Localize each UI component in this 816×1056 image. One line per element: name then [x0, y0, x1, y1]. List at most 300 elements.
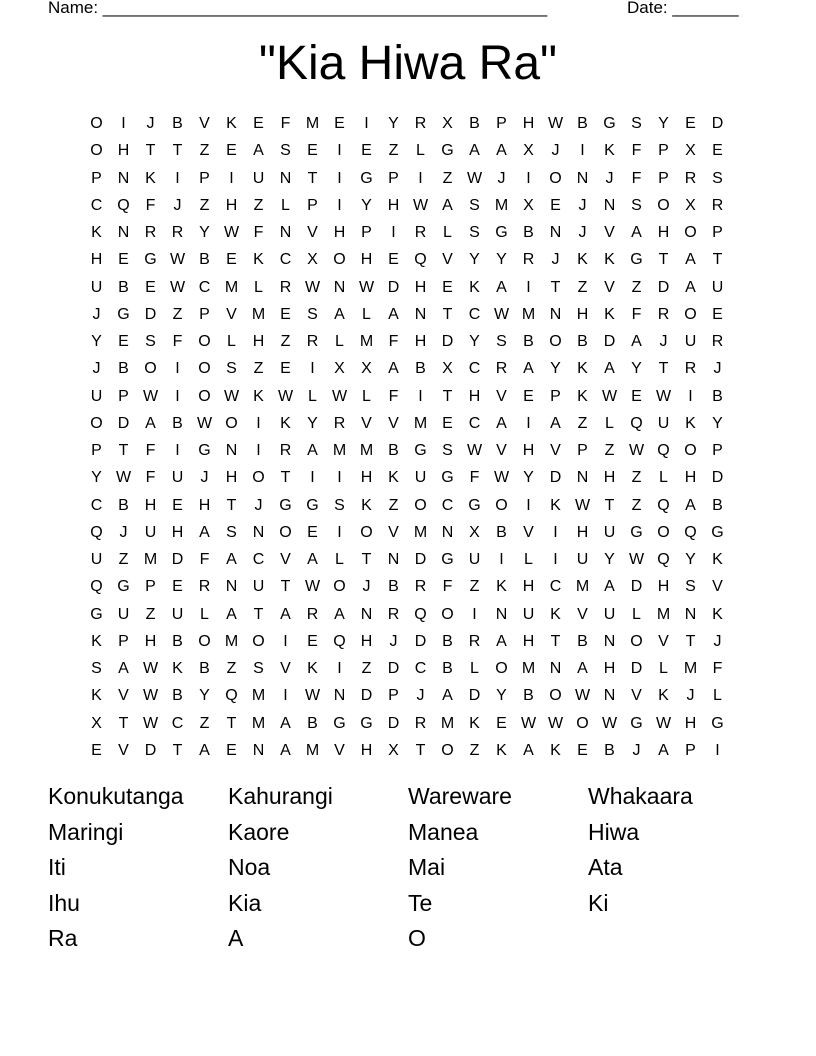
grid-letter: B: [118, 496, 129, 514]
grid-letter: H: [360, 251, 373, 269]
word-list-item: Wareware: [408, 783, 512, 809]
grid-letter: I: [553, 523, 558, 541]
grid-letter: D: [657, 278, 670, 296]
grid-letter: Y: [550, 360, 561, 378]
grid-letter: W: [520, 714, 537, 732]
grid-letter: X: [91, 714, 102, 732]
grid-letter: W: [547, 115, 564, 132]
grid-letter: T: [442, 305, 453, 323]
grid-letter: E: [172, 496, 183, 514]
grid-letter: O: [414, 496, 427, 514]
grid-letter: A: [226, 551, 237, 568]
grid-letter: Z: [631, 278, 642, 296]
grid-letter: H: [360, 469, 373, 487]
grid-row: [83, 468, 743, 495]
grid-letter: A: [658, 741, 669, 759]
grid-letter: M: [413, 414, 428, 432]
grid-letter: A: [631, 333, 642, 350]
grid-letter: R: [657, 305, 670, 323]
grid-letter: O: [684, 442, 697, 459]
grid-letter: A: [253, 142, 264, 160]
grid-letter: Y: [631, 360, 642, 378]
grid-letter: Z: [577, 414, 588, 432]
grid-letter: X: [442, 115, 453, 132]
grid-letter: F: [388, 333, 399, 350]
grid-letter: T: [712, 251, 723, 269]
grid-letter: I: [337, 142, 342, 160]
grid-letter: Z: [469, 741, 480, 759]
grid-letter: U: [657, 414, 670, 432]
grid-letter: E: [523, 387, 534, 405]
grid-letter: W: [142, 387, 159, 405]
grid-letter: I: [715, 741, 720, 759]
grid-letter: V: [631, 687, 642, 705]
grid-letter: J: [416, 687, 425, 705]
grid-letter: L: [632, 605, 641, 623]
grid-letter: V: [334, 741, 345, 759]
grid-letter: G: [630, 714, 643, 732]
grid-letter: A: [496, 278, 507, 296]
grid-letter: E: [145, 278, 156, 296]
grid-letter: Z: [145, 605, 156, 623]
grid-letter: U: [90, 387, 103, 405]
grid-letter: F: [388, 387, 399, 405]
grid-letter: Y: [307, 414, 318, 432]
grid-letter: U: [576, 551, 589, 568]
grid-letter: H: [414, 333, 427, 350]
grid-letter: Q: [414, 605, 427, 623]
grid-letter: S: [469, 224, 480, 241]
grid-letter: V: [496, 387, 507, 405]
grid-letter: D: [549, 469, 562, 487]
grid-letter: C: [468, 360, 481, 378]
grid-letter: O: [576, 714, 589, 732]
grid-row: [83, 359, 743, 386]
grid-letter: B: [307, 714, 318, 732]
grid-letter: D: [171, 551, 184, 568]
grid-letter: O: [198, 632, 211, 650]
grid-letter: J: [578, 196, 587, 214]
grid-letter: W: [277, 387, 294, 405]
grid-letter: H: [360, 741, 373, 759]
grid-letter: I: [526, 414, 531, 432]
grid-letter: A: [496, 632, 507, 650]
grid-letter: W: [196, 414, 213, 432]
grid-letter: K: [91, 632, 102, 650]
grid-letter: I: [229, 169, 234, 187]
grid-letter: N: [117, 224, 130, 241]
word-list-item: Noa: [228, 854, 271, 880]
grid-letter: C: [279, 251, 292, 269]
grid-letter: H: [171, 523, 184, 541]
grid-letter: A: [388, 305, 399, 323]
grid-letter: B: [442, 632, 453, 650]
grid-letter: D: [603, 333, 616, 350]
grid-letter: O: [549, 169, 562, 187]
grid-letter: L: [227, 333, 236, 350]
grid-letter: E: [442, 414, 453, 432]
grid-letter: V: [280, 660, 291, 677]
grid-letter: I: [283, 687, 288, 705]
grid-letter: W: [115, 469, 132, 487]
grid-letter: O: [279, 523, 292, 541]
grid-letter: C: [549, 578, 562, 596]
word-list-item: Mai: [408, 854, 446, 880]
grid-letter: P: [658, 169, 669, 187]
grid-letter: O: [495, 660, 508, 677]
grid-letter: J: [659, 333, 668, 350]
grid-letter: R: [279, 278, 292, 296]
grid-letter: F: [253, 224, 264, 241]
grid-letter: R: [306, 605, 319, 623]
grid-letter: A: [388, 360, 399, 378]
header: [48, 0, 768, 19]
grid-letter: N: [549, 305, 562, 323]
grid-letter: G: [360, 714, 373, 732]
grid-row: [83, 714, 743, 741]
grid-letter: K: [91, 224, 102, 241]
grid-letter: V: [118, 741, 129, 759]
grid-letter: E: [307, 142, 318, 160]
grid-letter: H: [414, 278, 427, 296]
grid-letter: A: [334, 305, 345, 323]
grid-letter: J: [605, 169, 614, 187]
grid-letter: K: [172, 660, 183, 677]
grid-row: [83, 414, 743, 441]
grid-letter: V: [496, 442, 507, 459]
grid-letter: M: [359, 333, 374, 350]
grid-letter: D: [630, 660, 643, 677]
grid-letter: S: [307, 305, 318, 323]
grid-letter: U: [468, 551, 481, 568]
grid-letter: A: [280, 741, 291, 759]
grid-letter: W: [304, 278, 321, 296]
grid-letter: Y: [91, 469, 102, 487]
grid-letter: T: [145, 142, 156, 160]
grid-letter: V: [550, 442, 561, 459]
grid-letter: F: [469, 469, 480, 487]
grid-letter: H: [387, 196, 400, 214]
grid-letter: Y: [523, 469, 534, 487]
grid-letter: K: [226, 115, 237, 132]
grid-letter: Z: [388, 496, 399, 514]
grid-letter: X: [388, 741, 399, 759]
grid-letter: T: [226, 714, 237, 732]
grid-letter: K: [496, 578, 507, 596]
grid-letter: I: [526, 496, 531, 514]
grid-letter: T: [415, 741, 426, 759]
grid-letter: E: [280, 360, 291, 378]
grid-letter: O: [549, 687, 562, 705]
grid-letter: H: [603, 660, 616, 677]
grid-letter: A: [442, 196, 453, 214]
word-list-item: O: [408, 925, 426, 951]
grid-letter: H: [657, 224, 670, 241]
grid-letter: B: [523, 224, 534, 241]
grid-letter: A: [226, 605, 237, 623]
grid-letter: B: [415, 360, 426, 378]
grid-letter: M: [251, 687, 266, 705]
grid-letter: D: [414, 632, 427, 650]
grid-letter: Y: [685, 551, 696, 568]
grid-letter: X: [685, 142, 696, 160]
grid-letter: P: [388, 687, 399, 705]
grid-letter: L: [200, 605, 209, 623]
grid-letter: L: [713, 687, 722, 705]
grid-letter: N: [684, 605, 697, 623]
grid-letter: J: [92, 305, 101, 323]
grid-letter: E: [442, 278, 453, 296]
word-list-item: Ra: [48, 925, 78, 951]
grid-letter: L: [362, 305, 371, 323]
grid-letter: V: [577, 605, 588, 623]
grid-letter: S: [253, 660, 264, 677]
grid-letter: Y: [604, 551, 615, 568]
grid-letter: G: [441, 142, 454, 160]
grid-letter: K: [361, 496, 372, 514]
grid-letter: F: [172, 333, 183, 350]
grid-letter: T: [280, 578, 291, 596]
grid-letter: S: [334, 496, 345, 514]
grid-letter: M: [251, 714, 266, 732]
grid-letter: E: [712, 142, 723, 160]
grid-letter: F: [199, 551, 210, 568]
grid-letter: Z: [631, 469, 642, 487]
grid-letter: B: [577, 632, 588, 650]
grid-letter: T: [361, 551, 372, 568]
grid-letter: T: [658, 251, 669, 269]
grid-letter: F: [145, 196, 156, 214]
grid-letter: I: [175, 360, 180, 378]
grid-letter: Z: [361, 660, 372, 677]
grid-letter: J: [254, 496, 263, 514]
grid-letter: C: [441, 496, 454, 514]
grid-row: [83, 169, 743, 196]
grid-letter: C: [90, 496, 103, 514]
grid-letter: D: [711, 469, 724, 487]
grid-letter: Z: [604, 442, 615, 459]
grid-letter: W: [655, 714, 672, 732]
grid-letter: G: [441, 551, 454, 568]
grid-letter: W: [628, 551, 645, 568]
grid-letter: O: [90, 142, 103, 160]
grid-letter: H: [576, 305, 589, 323]
grid-letter: Y: [496, 687, 507, 705]
grid-row: [83, 659, 743, 686]
grid-letter: K: [685, 414, 696, 432]
grid-letter: R: [711, 196, 724, 214]
grid-letter: L: [659, 660, 668, 677]
grid-letter: K: [388, 469, 399, 487]
grid-letter: U: [144, 523, 157, 541]
grid-letter: V: [604, 224, 615, 241]
grid-letter: L: [524, 551, 533, 568]
grid-letter: D: [387, 714, 400, 732]
grid-letter: P: [199, 305, 210, 323]
word-list-item: A: [228, 925, 244, 951]
grid-letter: S: [712, 169, 723, 187]
grid-letter: A: [604, 360, 615, 378]
grid-letter: W: [601, 714, 618, 732]
grid-letter: Q: [225, 687, 238, 705]
grid-letter: Q: [657, 496, 670, 514]
grid-row: [83, 250, 743, 277]
grid-letter: Z: [469, 578, 480, 596]
grid-letter: G: [711, 714, 724, 732]
grid-letter: N: [549, 660, 562, 677]
word-list-item: Konukutanga: [48, 783, 184, 809]
grid-letter: D: [360, 687, 373, 705]
grid-letter: H: [198, 496, 211, 514]
grid-letter: G: [414, 442, 427, 459]
grid-letter: N: [414, 305, 427, 323]
grid-letter: K: [469, 278, 480, 296]
grid-letter: D: [468, 687, 481, 705]
grid-letter: S: [442, 442, 453, 459]
grid-letter: U: [522, 605, 535, 623]
grid-letter: F: [631, 169, 642, 187]
grid-letter: E: [388, 251, 399, 269]
grid-letter: Z: [199, 714, 210, 732]
grid-row: [83, 332, 743, 359]
grid-letter: R: [414, 224, 427, 241]
grid-letter: T: [658, 360, 669, 378]
grid-letter: T: [550, 278, 561, 296]
grid-letter: E: [172, 578, 183, 596]
grid-letter: U: [603, 523, 616, 541]
grid-letter: J: [713, 632, 722, 650]
grid-letter: A: [523, 741, 534, 759]
grid-letter: N: [333, 278, 346, 296]
grid-letter: O: [225, 414, 238, 432]
grid-letter: O: [144, 360, 157, 378]
grid-letter: B: [388, 578, 399, 596]
grid-letter: R: [495, 360, 508, 378]
grid-letter: V: [226, 305, 237, 323]
grid-letter: Y: [91, 333, 102, 350]
grid-letter: W: [601, 387, 618, 405]
grid-row: [83, 305, 743, 332]
grid-letter: B: [388, 442, 399, 459]
grid-letter: H: [117, 142, 130, 160]
grid-letter: D: [144, 741, 157, 759]
grid-letter: M: [683, 660, 698, 677]
grid-letter: G: [198, 442, 211, 459]
grid-letter: N: [441, 523, 454, 541]
grid-letter: B: [712, 496, 723, 514]
word-list-item: Kaore: [228, 818, 290, 845]
grid-letter: L: [443, 224, 452, 241]
grid-letter: J: [173, 196, 182, 214]
grid-letter: O: [90, 414, 103, 432]
grid-letter: N: [603, 632, 616, 650]
word-list-item: Whakaara: [588, 783, 693, 809]
grid-letter: P: [91, 169, 102, 187]
grid-letter: J: [713, 360, 722, 378]
grid-letter: T: [172, 142, 183, 160]
grid-letter: X: [523, 142, 534, 160]
grid-letter: W: [574, 687, 591, 705]
grid-letter: U: [252, 578, 265, 596]
grid-letter: N: [576, 469, 589, 487]
grid-letter: M: [251, 305, 266, 323]
grid-letter: Y: [496, 251, 507, 269]
grid-letter: H: [522, 442, 535, 459]
grid-letter: R: [144, 224, 157, 241]
grid-letter: F: [631, 305, 642, 323]
grid-letter: W: [142, 714, 159, 732]
grid-letter: I: [364, 115, 369, 132]
grid-letter: B: [199, 660, 210, 677]
grid-letter: P: [118, 387, 129, 405]
grid-letter: A: [145, 414, 156, 432]
grid-letter: R: [684, 169, 697, 187]
grid-letter: G: [711, 523, 724, 541]
grid-letter: I: [472, 605, 477, 623]
grid-letter: K: [550, 496, 561, 514]
grid-letter: I: [121, 115, 126, 132]
grid-letter: B: [577, 115, 588, 132]
grid-letter: G: [630, 251, 643, 269]
grid-letter: B: [712, 387, 723, 405]
grid-letter: Y: [469, 333, 480, 350]
grid-letter: V: [118, 687, 129, 705]
grid-letter: L: [416, 142, 425, 160]
grid-letter: P: [712, 224, 723, 241]
grid-letter: X: [523, 196, 534, 214]
grid-letter: D: [414, 551, 427, 568]
word-list-item: Te: [408, 889, 433, 916]
grid-letter: D: [144, 305, 157, 323]
grid-row: [83, 387, 743, 414]
grid-letter: L: [605, 414, 614, 432]
grid-letter: J: [389, 632, 398, 650]
grid-letter: N: [279, 224, 292, 241]
grid-letter: B: [199, 251, 210, 269]
grid-row: [83, 441, 743, 468]
grid-letter: D: [630, 578, 643, 596]
grid-letter: J: [551, 251, 560, 269]
grid-letter: Y: [658, 115, 669, 132]
grid-letter: I: [256, 442, 261, 459]
grid-letter: K: [712, 605, 723, 623]
grid-letter: R: [711, 333, 724, 350]
grid-letter: S: [496, 333, 507, 350]
grid-row: [83, 605, 743, 632]
grid-letter: K: [280, 414, 291, 432]
grid-letter: N: [603, 196, 616, 214]
grid-letter: P: [91, 442, 102, 459]
grid-letter: C: [468, 414, 481, 432]
grid-letter: Y: [712, 414, 723, 432]
grid-letter: H: [603, 469, 616, 487]
grid-letter: K: [712, 551, 723, 568]
grid-letter: H: [360, 632, 373, 650]
grid-letter: D: [117, 414, 130, 432]
grid-row: [83, 523, 743, 550]
grid-letter: M: [521, 305, 536, 323]
grid-letter: X: [685, 196, 696, 214]
grid-letter: K: [577, 387, 588, 405]
grid-letter: I: [337, 469, 342, 487]
grid-letter: U: [171, 469, 184, 487]
grid-letter: S: [91, 660, 102, 677]
grid-letter: K: [496, 741, 507, 759]
grid-letter: Z: [172, 305, 183, 323]
grid-letter: M: [359, 442, 374, 459]
grid-letter: W: [466, 169, 483, 187]
grid-letter: A: [685, 278, 696, 296]
